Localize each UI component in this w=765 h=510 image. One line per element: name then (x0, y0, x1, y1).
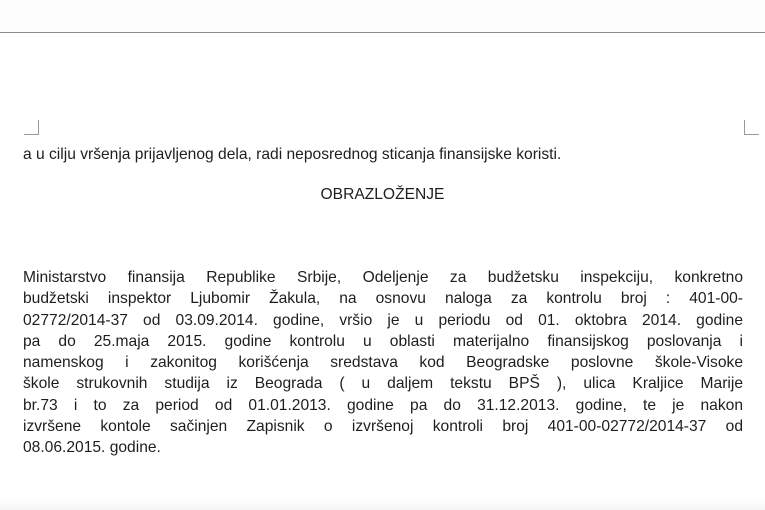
page-top-edge (0, 0, 765, 33)
paragraph-line: br.73 i to za period od 01.01.2013. godine pa do 31.12.2013. godine, te je nakon (23, 396, 743, 414)
paragraph-line: izvršene kontole sačinjen Zapisnik o izvršenoj kontroli broj 401-00-02772/2014-37 od (23, 418, 743, 436)
page-bottom-fade (0, 500, 765, 510)
body-paragraph (23, 267, 743, 459)
paragraph-line: 02772/2014-37 od 03.09.2014. godine, vršio je u periodu od 01. oktobra 2014. godine (23, 311, 743, 329)
paragraph-line: 08.06.2015. godine. (23, 439, 161, 457)
intro-line: a u cilju vršenja prijavljenog dela, radi neposrednog sticanja finansijske koristi. (23, 146, 562, 163)
paragraph-line: pa do 25.maja 2015. godine kontrolu u oblasti materijalno finansijskog poslovanja i (23, 332, 743, 350)
paragraph-line: budžetski inspektor Ljubomir Žakula, na osnovu naloga za kontrolu broj : 401-00- (23, 290, 743, 308)
paragraph-line: Ministarstvo finansija Republike Srbije, Odeljenje za budžetsku inspekciju, konkretno (23, 269, 743, 286)
paragraph-line: škole strukovnih studija iz Beograda ( u daljem tekstu BPŠ ), ulica Kraljice Marije (23, 375, 743, 393)
right-margin-corner-mark (744, 120, 759, 135)
paragraph-line: namenskog i zakonitog korišćenja sredstava kod Beogradske poslovne škole-Visoke (23, 354, 743, 372)
section-heading: OBRAZLOŽENJE (320, 186, 445, 203)
left-margin-corner-mark (24, 120, 39, 135)
